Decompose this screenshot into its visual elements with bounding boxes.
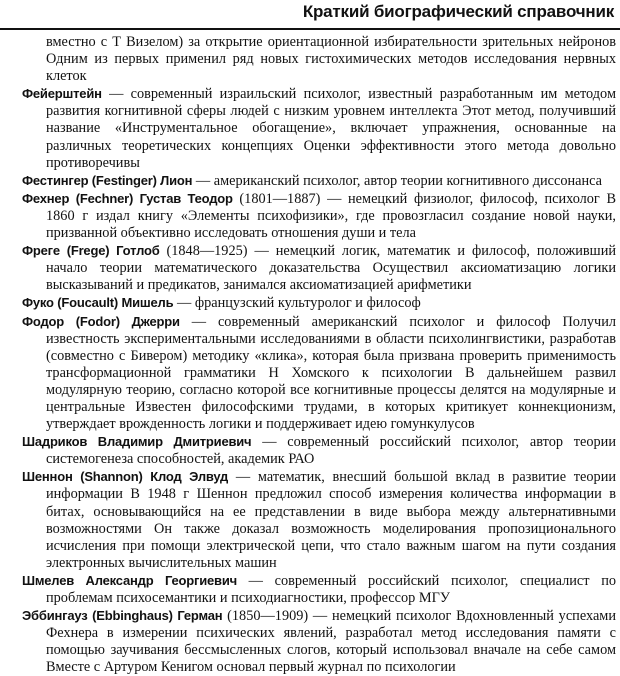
entry-continuation — [22, 34, 616, 85]
entry-name: Фреге (Frege) Готлоб — [22, 243, 160, 259]
entry-festinger — [22, 172, 616, 190]
entry-text: — современный российский психолог, автор теории системогенеза способностей, академик РАО — [46, 434, 616, 468]
entry-foucault — [22, 294, 616, 312]
entry-name: Фестингер (Festinger) Лион — [22, 172, 193, 188]
entry-frege — [22, 242, 616, 294]
entry-shadrikov — [22, 433, 616, 468]
entry-text: — американский психолог, автор теории когнитивного диссонанса — [192, 172, 602, 189]
entry-ebbinghaus — [22, 607, 616, 676]
entry-fechner — [22, 190, 616, 242]
entry-name: Шадриков Владимир Дмитриевич — [22, 434, 252, 450]
entry-text: — математик, внесший большой вклад в развитие теории информации В 1948 г Шеннон предложил способ измерения количества информации в битах, основывающийся на ее представлении в виде выбора между альтернативными возможностями Он также доказал возможность моделирования пропозиционального исчисления при помощи электрической цепи, что стало важным шагом на пути создания электронных вычислительных машин — [46, 469, 616, 571]
entry-name: Фейерштейн — [22, 86, 102, 102]
page-header — [0, 0, 620, 30]
entry-name: Фуко (Foucault) Мишель — [22, 295, 174, 311]
entry-feuerstein — [22, 85, 616, 171]
entry-text: — французский культуролог и философ — [173, 295, 421, 312]
entry-text: (1801—1887) — немецкий физиолог, философ, психолог В 1860 г издал книгу «Элементы психофизики», где провозгласил создание новой науки, призванной объективно исследовать отношения души и тела — [46, 190, 616, 242]
entry-text: — современный российский психолог, специалист по проблемам психосемантики и психодиагностики, профессор МГУ — [46, 572, 616, 606]
entry-text: — современный израильский психолог, известный разработанным им методом развития когнитивной сферы людей с низким уровнем интеллекта Этот метод, получивший название «Инструментальное обогащение», включает упражнения, основанные на различных теоретических концепциях Оценки эффективности этого метода довольно противоречивы — [46, 86, 616, 171]
entry-text: — современный американский психолог и философ Получил известность экспериментальными исследованиями в области психолингвистики, разработав (совместно с Бивером) методику «клика», которая была призвана проверить применимость трансформационной грамматики Н Хомского к психологии В дальнейшем развил модулярную теорию, согласно которой все когнитивные процессы делятся на модулярные и центральные Известен философскими трудами, в которых критикует коннекционизм, утверждает врожденность логики и поддерживает идею гомункулусов — [46, 313, 616, 433]
entry-name: Фехнер (Fechner) Густав Теодор — [22, 190, 233, 206]
entry-shannon — [22, 468, 616, 572]
entry-fodor — [22, 313, 616, 434]
biography-entries — [22, 34, 616, 676]
entry-name: Фодор (Fodor) Джерри — [22, 313, 180, 329]
entry-name: Шеннон (Shannon) Клод Элвуд — [22, 469, 229, 485]
entry-name: Эббингауз (Ebbinghaus) Герман — [22, 608, 223, 624]
entry-text: (1848—1925) — немецкий логик, математик и философ, положивший начало теории математического доказательства Осуществил аксиоматизацию логики высказываний и предикатов, занимался аксиоматизацией арифметики — [46, 243, 616, 294]
entry-shmelev — [22, 572, 616, 607]
entry-text: (1850—1909) — немецкий психолог Вдохновленный успехами Фехнера в измерении психических явлений, разработал метод исследования памяти с помощью заучивания бессмысленных слогов, который использовал вначале на себе самом Вместе с Артуром Кенигом основал первый журнал по психологии — [46, 608, 616, 676]
running-head-title: Краткий биографический справочник — [302, 2, 614, 21]
entry-name: Шмелев Александр Георгиевич — [22, 572, 237, 588]
entry-text: вместно с Т Визелом) за открытие ориентационной избирательности зрительных нейронов Одним из первых применил ряд новых гистохимических методов исследования нервных клеток — [46, 34, 616, 85]
